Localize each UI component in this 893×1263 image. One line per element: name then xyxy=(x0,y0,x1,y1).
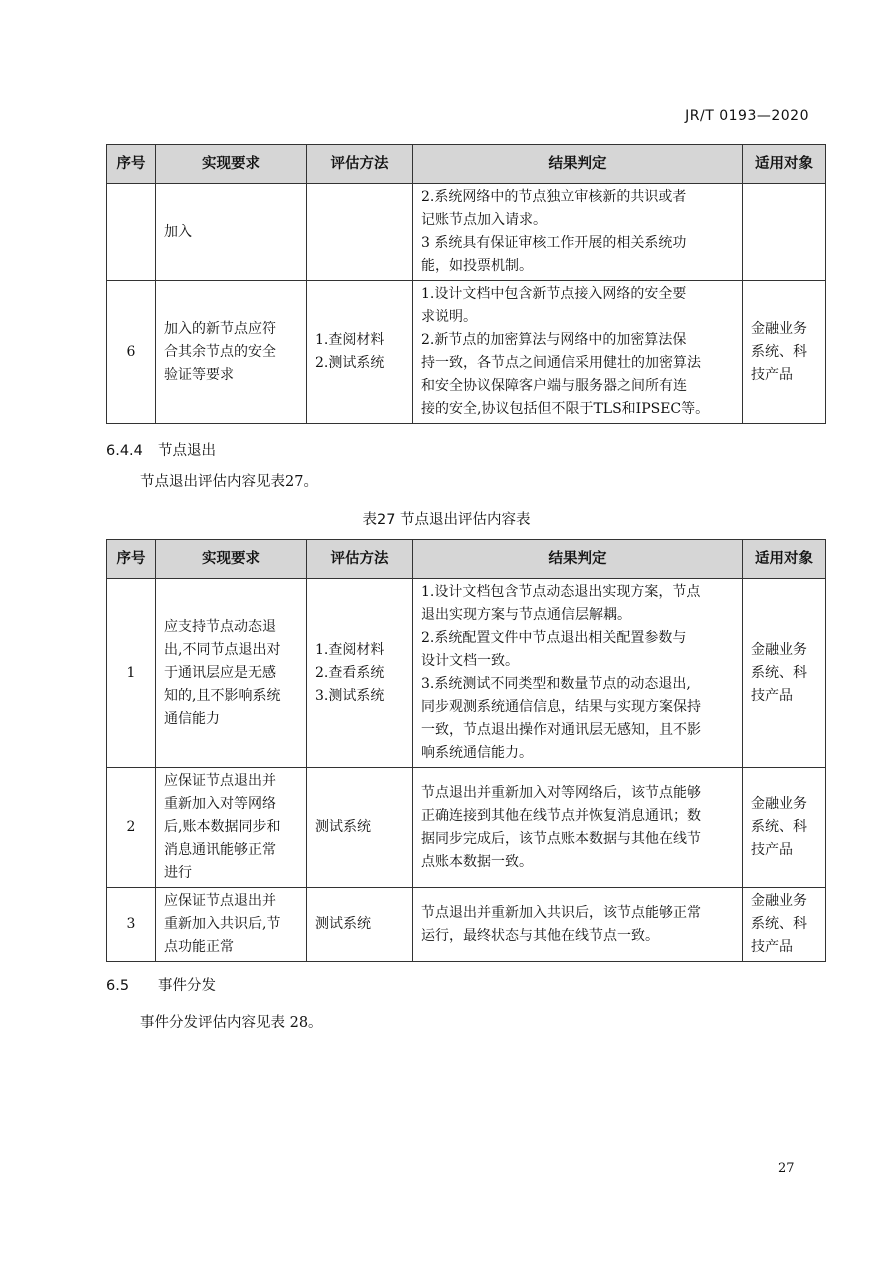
standard-code: JR/T 0193—2020 xyxy=(685,108,809,124)
cell-line: 3 系统具有保证审核工作开展的相关系统功 xyxy=(421,235,687,251)
cell-line: 系统、科 xyxy=(751,343,807,360)
section-paragraph: 节点退出评估内容见表27。 xyxy=(140,474,318,490)
table-row xyxy=(107,579,826,768)
cell-line: 2.查看系统 xyxy=(315,664,385,681)
cell-result xyxy=(413,579,743,768)
cell-line: 点账本数据一致。 xyxy=(421,853,533,870)
cell-line: 系统、科 xyxy=(751,819,807,835)
table-row xyxy=(107,768,826,888)
cell-line: 接的安全,协议包括但不限于TLS和IPSEC等。 xyxy=(421,401,710,417)
cell-line: 正确连接到其他在线节点并恢复消息通讯；数 xyxy=(421,807,701,824)
header-method: 评估方法 xyxy=(307,540,413,579)
table-row xyxy=(107,888,826,962)
cell-line: 同步观测系统通信信息，结果与实现方案保持 xyxy=(421,699,701,715)
cell-line: 技产品 xyxy=(751,366,793,383)
cell-line: 加入的新节点应符 xyxy=(164,320,276,337)
cell-method xyxy=(307,281,413,424)
cell-requirement xyxy=(156,184,307,281)
cell-line: 应保证节点退出并 xyxy=(164,893,276,909)
cell-line: 重新加入对等网络 xyxy=(164,796,276,812)
cell-line: 1.设计文档包含节点动态退出实现方案，节点 xyxy=(421,584,701,600)
cell-line: 3.系统测试不同类型和数量节点的动态退出, xyxy=(421,676,691,692)
cell-line: 金融业务 xyxy=(751,796,807,812)
cell-line: 进行 xyxy=(164,865,192,881)
header-requirement: 实现要求 xyxy=(156,540,307,579)
cell-target xyxy=(743,579,826,768)
cell-line: 1.设计文档中包含新节点接入网络的安全要 xyxy=(421,286,687,302)
cell-no: 3 xyxy=(107,888,156,962)
cell-result xyxy=(413,768,743,888)
cell-line: 技产品 xyxy=(751,687,793,704)
cell-line: 出,不同节点退出对 xyxy=(164,641,281,658)
cell-target xyxy=(743,281,826,424)
cell-line: 于通讯层应是无感 xyxy=(164,664,276,681)
cell-line: 加入 xyxy=(164,223,192,240)
header-target: 适用对象 xyxy=(743,540,826,579)
cell-line: 应支持节点动态退 xyxy=(164,618,276,635)
cell-target xyxy=(743,888,826,962)
cell-line: 1.查阅材料 xyxy=(315,332,385,348)
cell-line: 持一致，各节点之间通信采用健壮的加密算法 xyxy=(421,355,701,371)
section-title: 事件分发 xyxy=(158,978,216,994)
header-result: 结果判定 xyxy=(413,145,743,184)
cell-line: 记账节点加入请求。 xyxy=(421,212,547,228)
cell-line: 1.查阅材料 xyxy=(315,641,385,658)
cell-line: 系统、科 xyxy=(751,916,807,932)
header-result: 结果判定 xyxy=(413,540,743,579)
cell-line: 技产品 xyxy=(751,842,793,858)
cell-no xyxy=(107,184,156,281)
table-row xyxy=(107,184,826,281)
header-method: 评估方法 xyxy=(307,145,413,184)
cell-line: 金融业务 xyxy=(751,320,807,337)
cell-line: 据同步完成后，该节点账本数据与其他在线节 xyxy=(421,830,701,847)
cell-line: 金融业务 xyxy=(751,893,807,909)
cell-requirement xyxy=(156,768,307,888)
cell-result xyxy=(413,281,743,424)
page-number: 27 xyxy=(778,1161,795,1176)
node-exit-table xyxy=(106,539,826,962)
cell-line: 能，如投票机制。 xyxy=(421,258,533,274)
cell-requirement xyxy=(156,579,307,768)
cell-line: 3.测试系统 xyxy=(315,687,385,704)
cell-no: 6 xyxy=(107,281,156,424)
cell-line: 后,账本数据同步和 xyxy=(164,819,281,835)
section-number: 6.5 xyxy=(106,978,130,994)
header-target: 适用对象 xyxy=(743,145,826,184)
section-paragraph: 事件分发评估内容见表 28。 xyxy=(140,1015,323,1031)
cell-line: 节点退出并重新加入对等网络后，该节点能够 xyxy=(421,784,701,801)
cell-result xyxy=(413,888,743,962)
cell-target xyxy=(743,184,826,281)
cell-line: 金融业务 xyxy=(751,641,807,658)
cell-line: 2.新节点的加密算法与网络中的加密算法保 xyxy=(421,332,687,348)
cell-line: 验证等要求 xyxy=(164,366,234,383)
header-requirement: 实现要求 xyxy=(156,145,307,184)
table-caption: 表27 节点退出评估内容表 xyxy=(362,512,531,528)
cell-line: 设计文档一致。 xyxy=(421,653,519,669)
section-heading-6-5 xyxy=(106,974,216,995)
cell-line: 和安全协议保障客户端与服务器之间所有连 xyxy=(421,378,687,394)
cell-method xyxy=(307,888,413,962)
cell-method xyxy=(307,579,413,768)
cell-requirement xyxy=(156,281,307,424)
cell-line: 测试系统 xyxy=(315,916,371,932)
table-header-row xyxy=(107,540,826,579)
cell-line: 测试系统 xyxy=(315,819,371,835)
cell-line: 2.系统配置文件中节点退出相关配置参数与 xyxy=(421,630,687,646)
cell-line: 退出实现方案与节点通信层解耦。 xyxy=(421,607,631,623)
header-no: 序号 xyxy=(107,540,156,579)
cell-line: 合其余节点的安全 xyxy=(164,343,276,360)
cell-line: 2.系统网络中的节点独立审核新的共识或者 xyxy=(421,189,687,205)
cell-requirement xyxy=(156,888,307,962)
section-number: 6.4.4 xyxy=(106,443,143,459)
section-title: 节点退出 xyxy=(158,443,216,459)
cell-method xyxy=(307,768,413,888)
cell-target xyxy=(743,768,826,888)
table-header-row xyxy=(107,145,826,184)
cell-method xyxy=(307,184,413,281)
cell-line: 重新加入共识后,节 xyxy=(164,916,281,932)
section-heading-6-4-4 xyxy=(106,439,216,460)
cell-line: 技产品 xyxy=(751,939,793,955)
cell-line: 点功能正常 xyxy=(164,939,234,955)
cell-line: 通信能力 xyxy=(164,710,220,727)
table-row xyxy=(107,281,826,424)
cell-line: 应保证节点退出并 xyxy=(164,773,276,789)
cell-line: 求说明。 xyxy=(421,309,477,325)
cell-line: 系统、科 xyxy=(751,664,807,681)
cell-result xyxy=(413,184,743,281)
cell-line: 知的,且不影响系统 xyxy=(164,687,281,704)
cell-line: 消息通讯能够正常 xyxy=(164,842,276,858)
cell-no: 2 xyxy=(107,768,156,888)
cell-no: 1 xyxy=(107,579,156,768)
cell-line: 响系统通信能力。 xyxy=(421,745,533,761)
requirements-table-continued xyxy=(106,144,826,424)
header-no: 序号 xyxy=(107,145,156,184)
cell-line: 运行，最终状态与其他在线节点一致。 xyxy=(421,927,659,944)
cell-line: 节点退出并重新加入共识后，该节点能够正常 xyxy=(421,904,701,921)
cell-line: 2.测试系统 xyxy=(315,355,385,371)
cell-line: 一致，节点退出操作对通讯层无感知，且不影 xyxy=(421,722,701,738)
